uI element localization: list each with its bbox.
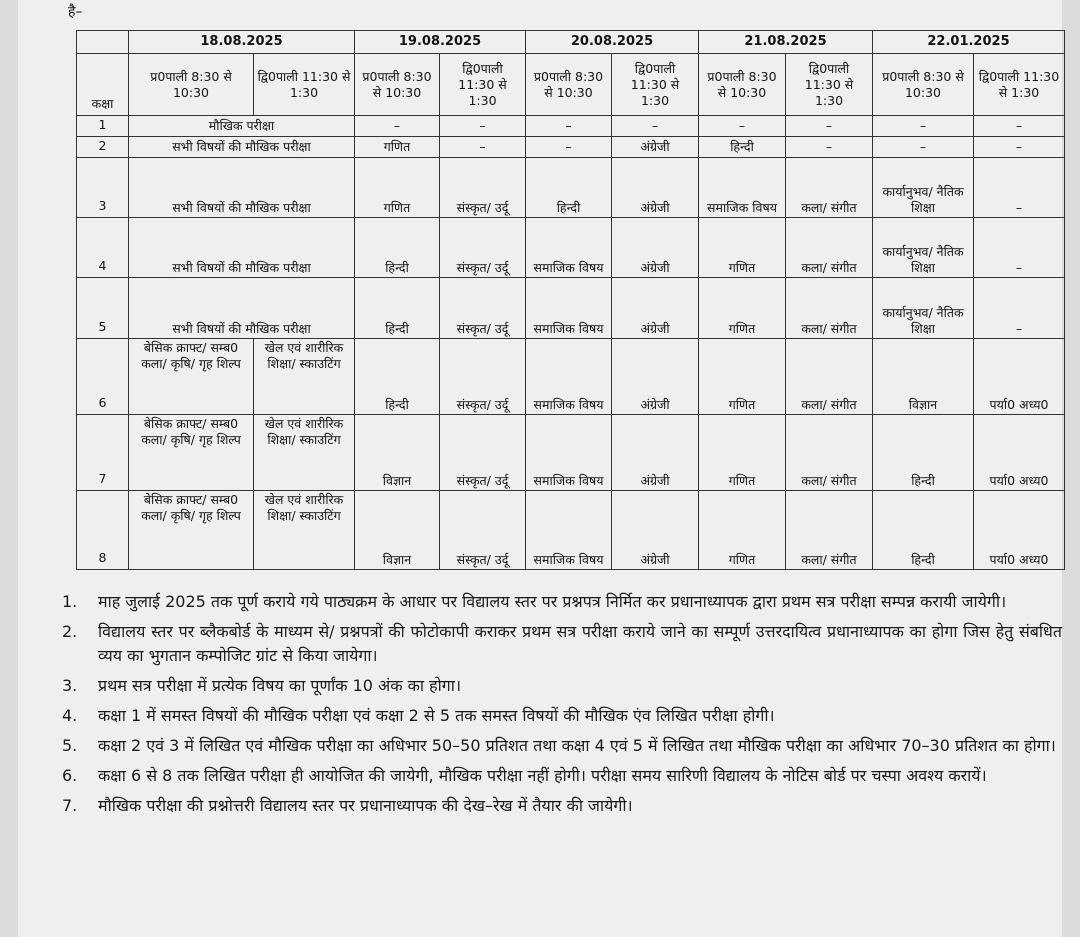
subject-cell: अंग्रेजी <box>612 278 699 338</box>
subject-cell: – <box>974 278 1065 338</box>
instruction-text: विद्यालय स्तर पर ब्लैकबोर्ड के माध्यम से/ प्रश्नपत्रों की फोटोकापी कराकर प्रथम सत्र परीक्षा कराये जाने का सम्पूर्ण उत्तरदायित्व प्रधानाध्यापक का होगा जिस हेतु संबधित व्यय का भुगतान कम्पोजिट ग्रांट से किया जायेगा। <box>98 622 1062 665</box>
class-number: 8 <box>77 490 129 569</box>
subject-cell: – <box>786 116 873 137</box>
subject-cell: – <box>440 137 526 158</box>
shift-header-second: द्वि0पाली 11:30 से 1:30 <box>786 54 873 116</box>
instruction-item <box>62 734 1062 758</box>
table-row <box>77 137 1065 158</box>
subject-cell: हिन्दी <box>355 278 440 338</box>
subject-cell: – <box>974 218 1065 278</box>
subject-cell: समाजिक विषय <box>526 278 612 338</box>
subject-cell: हिन्दी <box>355 218 440 278</box>
subject-cell: गणित <box>699 414 786 490</box>
subject-cell: बेसिक क्राफ्ट/ सम्ब0 कला/ कृषि/ गृह शिल्प <box>129 490 254 569</box>
subject-cell: अंग्रेजी <box>612 218 699 278</box>
subject-cell: – <box>526 137 612 158</box>
subject-cell: कार्यानुभव/ नैतिक शिक्षा <box>873 278 974 338</box>
instruction-number: 1. <box>62 592 78 611</box>
class-number: 2 <box>77 137 129 158</box>
class-number: 4 <box>77 218 129 278</box>
instruction-number: 7. <box>62 796 78 815</box>
class-number: 3 <box>77 158 129 218</box>
subject-cell: – <box>974 137 1065 158</box>
shift-header-second: द्वि0पाली 11:30 से 1:30 <box>440 54 526 116</box>
subject-cell: गणित <box>355 158 440 218</box>
instruction-item <box>62 674 1062 698</box>
instructions-list <box>62 590 1062 824</box>
subject-cell: बेसिक क्राफ्ट/ सम्ब0 कला/ कृषि/ गृह शिल्प <box>129 414 254 490</box>
subject-cell: अंग्रेजी <box>612 338 699 414</box>
instruction-item <box>62 764 1062 788</box>
class-number: 7 <box>77 414 129 490</box>
subject-cell: अंग्रेजी <box>612 490 699 569</box>
subject-cell: पर्या0 अध्य0 <box>974 490 1065 569</box>
subject-cell: – <box>355 116 440 137</box>
shift-header-second: द्वि0पाली 11:30 से 1:30 <box>612 54 699 116</box>
subject-cell: विज्ञान <box>873 338 974 414</box>
header-date-row <box>77 31 1065 54</box>
subject-cell: अंग्रेजी <box>612 414 699 490</box>
subject-cell: गणित <box>699 490 786 569</box>
subject-cell: मौखिक परीक्षा <box>129 116 355 137</box>
subject-cell: अंग्रेजी <box>612 158 699 218</box>
shift-header-first: प्र0पाली 8:30 से 10:30 <box>873 54 974 116</box>
instruction-item <box>62 590 1062 614</box>
exam-timetable <box>76 30 1065 570</box>
subject-cell: गणित <box>355 137 440 158</box>
subject-cell: कला/ संगीत <box>786 338 873 414</box>
top-text: है– <box>68 4 83 20</box>
shift-header-first: प्र0पाली 8:30 से 10:30 <box>355 54 440 116</box>
subject-cell: संस्कृत/ उर्दू <box>440 414 526 490</box>
subject-cell: संस्कृत/ उर्दू <box>440 490 526 569</box>
subject-cell: समाजिक विषय <box>526 414 612 490</box>
subject-cell: समाजिक विषय <box>526 338 612 414</box>
instruction-number: 3. <box>62 676 78 695</box>
subject-cell: अंग्रेजी <box>612 137 699 158</box>
subject-cell: समाजिक विषय <box>699 158 786 218</box>
shift-header-second: द्वि0पाली 11:30 से 1:30 <box>254 54 355 116</box>
subject-cell: संस्कृत/ उर्दू <box>440 158 526 218</box>
header-corner <box>77 31 129 54</box>
subject-cell: कला/ संगीत <box>786 490 873 569</box>
subject-cell: – <box>873 137 974 158</box>
class-column-header: कक्षा <box>77 54 129 116</box>
subject-cell: गणित <box>699 218 786 278</box>
document-page <box>18 0 1062 937</box>
table-row <box>77 278 1065 338</box>
subject-cell: संस्कृत/ उर्दू <box>440 338 526 414</box>
table-row <box>77 414 1065 490</box>
subject-cell: विज्ञान <box>355 414 440 490</box>
subject-cell: कार्यानुभव/ नैतिक शिक्षा <box>873 218 974 278</box>
date-header: 20.08.2025 <box>526 31 699 54</box>
shift-header-first: प्र0पाली 8:30 से 10:30 <box>699 54 786 116</box>
instruction-text: माह जुलाई 2025 तक पूर्ण कराये गये पाठ्यक्रम के आधार पर विद्यालय स्तर पर प्रश्नपत्र निर्मित कर प्रधानाध्यापक द्वारा प्रथम सत्र परीक्षा सम्पन्न करायी जायेगी। <box>98 592 1007 611</box>
instruction-number: 6. <box>62 766 78 785</box>
subject-cell: सभी विषयों की मौखिक परीक्षा <box>129 218 355 278</box>
subject-cell: – <box>526 116 612 137</box>
instruction-text: प्रथम सत्र परीक्षा में प्रत्येक विषय का पूर्णांक 10 अंक का होगा। <box>98 676 462 695</box>
date-header: 19.08.2025 <box>355 31 526 54</box>
table-row <box>77 338 1065 414</box>
table-row <box>77 218 1065 278</box>
shift-header-first: प्र0पाली 8:30 से 10:30 <box>129 54 254 116</box>
subject-cell: कला/ संगीत <box>786 218 873 278</box>
subject-cell: गणित <box>699 338 786 414</box>
subject-cell: पर्या0 अध्य0 <box>974 414 1065 490</box>
subject-cell: खेल एवं शारीरिक शिक्षा/ स्काउटिंग <box>254 338 355 414</box>
subject-cell: कला/ संगीत <box>786 414 873 490</box>
instruction-item <box>62 704 1062 728</box>
subject-cell: – <box>786 137 873 158</box>
subject-cell: कला/ संगीत <box>786 158 873 218</box>
subject-cell: हिन्दी <box>699 137 786 158</box>
subject-cell: समाजिक विषय <box>526 218 612 278</box>
subject-cell: कार्यानुभव/ नैतिक शिक्षा <box>873 158 974 218</box>
header-shift-row <box>77 54 1065 116</box>
class-number: 6 <box>77 338 129 414</box>
subject-cell: बेसिक क्राफ्ट/ सम्ब0 कला/ कृषि/ गृह शिल्प <box>129 338 254 414</box>
subject-cell: सभी विषयों की मौखिक परीक्षा <box>129 278 355 338</box>
subject-cell: हिन्दी <box>873 414 974 490</box>
subject-cell: हिन्दी <box>873 490 974 569</box>
subject-cell: – <box>974 116 1065 137</box>
class-number: 1 <box>77 116 129 137</box>
subject-cell: विज्ञान <box>355 490 440 569</box>
subject-cell: कला/ संगीत <box>786 278 873 338</box>
instruction-item <box>62 620 1062 668</box>
subject-cell: संस्कृत/ उर्दू <box>440 218 526 278</box>
subject-cell: पर्या0 अध्य0 <box>974 338 1065 414</box>
subject-cell: संस्कृत/ उर्दू <box>440 278 526 338</box>
subject-cell: हिन्दी <box>526 158 612 218</box>
subject-cell: हिन्दी <box>355 338 440 414</box>
shift-header-first: प्र0पाली 8:30 से 10:30 <box>526 54 612 116</box>
subject-cell: – <box>974 158 1065 218</box>
instruction-number: 2. <box>62 622 78 641</box>
date-header: 18.08.2025 <box>129 31 355 54</box>
shift-header-second: द्वि0पाली 11:30 से 1:30 <box>974 54 1065 116</box>
subject-cell: गणित <box>699 278 786 338</box>
table-row <box>77 158 1065 218</box>
subject-cell: – <box>612 116 699 137</box>
subject-cell: समाजिक विषय <box>526 490 612 569</box>
instruction-number: 4. <box>62 706 78 725</box>
instruction-text: मौखिक परीक्षा की प्रश्नोत्तरी विद्यालय स्तर पर प्रधानाध्यापक की देख–रेख में तैयार की जायेगी। <box>98 796 633 815</box>
instruction-item <box>62 794 1062 818</box>
class-number: 5 <box>77 278 129 338</box>
date-header: 22.01.2025 <box>873 31 1065 54</box>
table-row <box>77 116 1065 137</box>
instruction-text: कक्षा 2 एवं 3 में लिखित एवं मौखिक परीक्षा का अधिभार 50–50 प्रतिशत तथा कक्षा 4 एवं 5 में लिखित तथा मौखिक परीक्षा का अधिभार 70–30 प्रतिशत का होगा। <box>98 736 1056 755</box>
subject-cell: – <box>699 116 786 137</box>
subject-cell: खेल एवं शारीरिक शिक्षा/ स्काउटिंग <box>254 490 355 569</box>
table-row <box>77 490 1065 569</box>
instruction-text: कक्षा 6 से 8 तक लिखित परीक्षा ही आयोजित की जायेगी, मौखिक परीक्षा नहीं होगी। परीक्षा समय सारिणी विद्यालय के नोटिस बोर्ड पर चस्पा अवश्य करायें। <box>98 766 987 785</box>
subject-cell: – <box>873 116 974 137</box>
instruction-text: कक्षा 1 में समस्त विषयों की मौखिक परीक्षा एवं कक्षा 2 से 5 तक समस्त विषयों की मौखिक एंव लिखित परीक्षा होगी। <box>98 706 775 725</box>
date-header: 21.08.2025 <box>699 31 873 54</box>
subject-cell: खेल एवं शारीरिक शिक्षा/ स्काउटिंग <box>254 414 355 490</box>
subject-cell: सभी विषयों की मौखिक परीक्षा <box>129 137 355 158</box>
subject-cell: – <box>440 116 526 137</box>
instruction-number: 5. <box>62 736 78 755</box>
subject-cell: सभी विषयों की मौखिक परीक्षा <box>129 158 355 218</box>
